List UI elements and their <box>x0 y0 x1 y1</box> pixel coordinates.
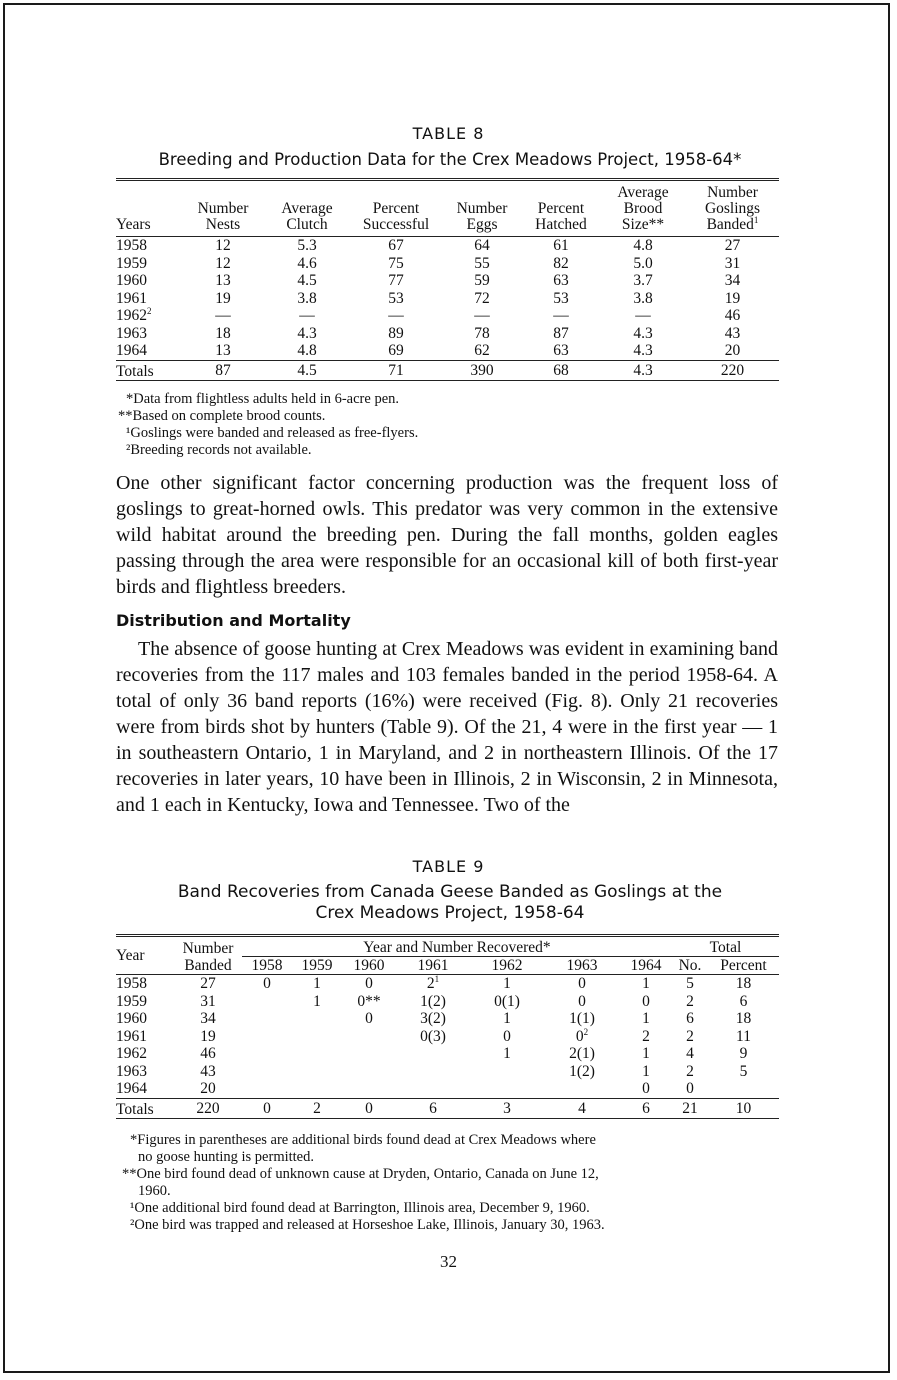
table8-row <box>116 290 779 308</box>
table9-total-cell: 6 <box>429 1099 437 1117</box>
table8-label: TABLE 8 <box>412 124 485 143</box>
table9-total-cell: 4 <box>578 1099 586 1117</box>
table8-cell: 67 <box>388 237 404 254</box>
table9-cell <box>292 1080 342 1098</box>
table9-footnotes <box>122 1132 605 1234</box>
table9-cell: 1 <box>642 1010 650 1027</box>
table9-cell <box>342 1080 396 1098</box>
table9-header-year-col: 1964 <box>630 957 662 974</box>
table8-row <box>116 342 779 360</box>
table9-header-year-col: 1958 <box>251 957 283 974</box>
table9-year-cell: 1958 <box>116 975 147 992</box>
table9-cell: 1 <box>313 975 321 992</box>
table8-year-cell: 1964 <box>116 342 147 359</box>
table9-banded-cell: 46 <box>200 1045 216 1062</box>
table9-cell <box>292 1063 342 1081</box>
table8-cell: 55 <box>474 254 490 272</box>
table9-cell: 9 <box>739 1045 748 1062</box>
table9-year-cell: 1961 <box>116 1027 147 1045</box>
table8-year-cell: 1959 <box>116 254 147 272</box>
footnote: ¹One additional bird found dead at Barrington, Illinois area, December 9, 1960. <box>130 1200 590 1216</box>
table8-cell: 4.8 <box>633 237 653 254</box>
table9 <box>116 934 779 1119</box>
table9-cell: 0 <box>263 975 271 992</box>
table9-cell: 5 <box>686 975 694 992</box>
page-number: 32 <box>440 1252 457 1271</box>
section-heading: Distribution and Mortality <box>116 611 351 630</box>
table9-cell <box>396 1080 470 1098</box>
table9-cell: 0 <box>578 992 586 1010</box>
table9-total-banded: 220 <box>196 1099 220 1117</box>
table8-header-brood: Average Brood Size** <box>617 184 669 233</box>
footnote: **One bird found dead of unknown cause at Dryden, Ontario, Canada on June 12, <box>122 1166 599 1182</box>
table9-cell: 0 <box>642 1080 650 1097</box>
footnote: *Figures in parentheses are additional birds found dead at Crex Meadows where <box>130 1132 596 1148</box>
table8-cell: 87 <box>553 324 569 342</box>
table8-cell: — <box>299 307 315 324</box>
table9-cell: 1 <box>313 992 321 1010</box>
table9-row <box>116 993 779 1011</box>
table8-cell: 5.0 <box>633 254 653 272</box>
table8-cell: 27 <box>724 237 741 254</box>
table8-cell: 34 <box>724 272 741 289</box>
table8-cell: 89 <box>388 324 404 342</box>
table9-cell <box>470 1080 544 1098</box>
table9-header-row-1 <box>116 936 779 957</box>
table9-cell <box>470 1063 544 1081</box>
table8-cell: 3.8 <box>297 289 317 307</box>
table9-cell <box>242 1028 292 1046</box>
table8-row <box>116 325 779 343</box>
table9-year-cell: 1964 <box>116 1080 147 1097</box>
footnote: ²Breeding records not available. <box>126 442 312 458</box>
table8-total-cell: 71 <box>388 361 404 379</box>
table9-total-cell: 6 <box>642 1099 650 1117</box>
table8-total-cell: 87 <box>215 361 231 379</box>
table8-totals-label: Totals <box>116 362 154 380</box>
table8-cell: 13 <box>215 272 231 289</box>
table8-row <box>116 272 779 290</box>
table9-cell: 2 <box>686 1062 694 1080</box>
table8-cell: 59 <box>474 272 490 289</box>
footnote: ¹Goslings were banded and released as free-flyers. <box>126 425 419 441</box>
paragraph-production: One other significant factor concerning production was the frequent loss of goslings to great-horned owls. This predator was very common in the extensive wild habitat around the breeding pen. During the fall months, golden eagles passing through the area were responsible for an occasional kill of both first-year birds and flightless breeders. <box>116 472 778 598</box>
table9-cell: 2 <box>642 1027 650 1045</box>
table9-cell: 1 <box>642 1045 650 1062</box>
table9-cell: 18 <box>735 1010 752 1027</box>
table9-row <box>116 1045 779 1063</box>
table9-cell: 0(3) <box>420 1027 446 1045</box>
table9-cell: 0(1) <box>494 992 520 1010</box>
table9-cell <box>292 1028 342 1046</box>
table9-header-year-col: 1961 <box>417 957 449 974</box>
table9-cell: 2 <box>686 992 694 1010</box>
table9-cell: 3(2) <box>420 1010 446 1027</box>
table8-cell: 12 <box>215 237 231 254</box>
table9-cell: $0^2$ <box>575 1026 589 1045</box>
table8-cell: 78 <box>474 324 490 342</box>
table9-cell: 1(2) <box>420 992 446 1010</box>
table8-cell: 13 <box>215 342 231 359</box>
table8-cell: 18 <box>215 324 231 342</box>
table9-cell <box>544 1080 620 1098</box>
table9-cell: 18 <box>735 975 752 992</box>
table9-cell <box>342 1045 396 1063</box>
table8-caption: Breeding and Production Data for the Crex Meadows Project, 1958-64* <box>158 150 742 169</box>
table9-row <box>116 1028 779 1046</box>
table9-header-no: No. <box>678 957 702 974</box>
table9-cell: 6 <box>739 992 748 1010</box>
footnote: ²One bird was trapped and released at Horseshoe Lake, Illinois, January 30, 1963. <box>130 1217 605 1233</box>
table8-cell: — <box>388 307 404 324</box>
table9-header-group: Year and Number Recovered* <box>242 936 672 957</box>
table9-banded-cell: 20 <box>200 1080 216 1097</box>
table8-cell: 3.7 <box>633 272 653 289</box>
table8-header-row <box>116 180 779 237</box>
table9-label: TABLE 9 <box>412 857 485 876</box>
table9-cell: 0 <box>365 1010 373 1027</box>
table8-footnotes <box>118 391 419 459</box>
table8-header-nests: Number Nests <box>197 200 249 233</box>
table9-cell: 0 <box>686 1080 694 1097</box>
table8-cell: 19 <box>724 289 741 307</box>
table8-cell: 53 <box>388 289 404 307</box>
table8-cell: 75 <box>388 254 404 272</box>
table9-caption: Band Recoveries from Canada Geese Banded as Goslings at the Crex Meadows Project, 1958-64 <box>177 882 723 923</box>
table8 <box>116 178 779 381</box>
table9-header-year-col: 1962 <box>491 957 523 974</box>
table8-cell: — <box>635 307 651 324</box>
table8-total-cell: 390 <box>470 361 494 379</box>
table9-cell: 1 <box>503 1010 511 1027</box>
table8-cell: 20 <box>724 342 741 359</box>
table9-row <box>116 1063 779 1081</box>
table8-cell: 4.3 <box>633 324 653 342</box>
table8-year-cell: 1962$^2$ <box>116 306 152 324</box>
table9-row <box>116 975 779 993</box>
table9-total-cell: 3 <box>503 1099 511 1117</box>
table9-cell: 0 <box>503 1027 511 1045</box>
table9-header-banded: Number Banded <box>182 940 234 974</box>
footnote: **Based on complete brood counts. <box>118 408 326 424</box>
table8-cell: 82 <box>553 254 569 272</box>
table9-total-cell: 2 <box>313 1099 321 1117</box>
table9-cell: 5 <box>739 1062 748 1080</box>
table9-cell: 0 <box>642 992 650 1010</box>
table8-year-cell: 1960 <box>116 272 147 289</box>
table9-banded-cell: 43 <box>200 1062 216 1080</box>
table9-cell: 1 <box>503 1045 511 1062</box>
table9-total-cell: 10 <box>735 1099 752 1117</box>
table8-row <box>116 237 779 255</box>
table9-totals-row <box>116 1098 779 1119</box>
table9-cell: 0 <box>578 975 586 992</box>
table9-header-percent: Percent <box>720 957 767 974</box>
table8-cell: — <box>553 307 569 324</box>
table9-cell <box>242 1045 292 1063</box>
table8-cell: 3.8 <box>633 289 653 307</box>
table8-cell: 53 <box>553 289 569 307</box>
table9-cell: 0 <box>365 975 373 992</box>
table9-body <box>116 975 779 1099</box>
table9-year-cell: 1962 <box>116 1045 147 1062</box>
table8-body <box>116 237 779 361</box>
table8-cell: — <box>474 307 490 324</box>
table9-cell: 1(2) <box>569 1062 595 1080</box>
table9-cell <box>708 1080 779 1098</box>
table8-totals-row <box>116 360 779 381</box>
table8-header-hatched: Percent Hatched <box>535 200 587 233</box>
table9-banded-cell: 31 <box>200 992 216 1010</box>
table8-cell: 19 <box>215 289 231 307</box>
table9-total-cell: 0 <box>263 1099 271 1117</box>
table8-cell: 43 <box>724 324 741 342</box>
table9-cell: 1 <box>503 975 511 992</box>
table8-cell: 63 <box>553 272 569 289</box>
table8-header-banded: Number Goslings Banded$^1$ <box>704 184 761 233</box>
table9-cell: 0** <box>357 992 381 1010</box>
table8-cell: 77 <box>388 272 404 289</box>
table8-cell: 64 <box>474 237 490 254</box>
table9-banded-cell: 34 <box>200 1010 216 1027</box>
table9-cell <box>342 1028 396 1046</box>
table8-header-years: Years <box>116 216 151 233</box>
table8-cell: 4.5 <box>297 272 317 289</box>
table8-cell: 31 <box>724 254 741 272</box>
table9-header-year: Year <box>116 947 145 964</box>
table8-year-cell: 1961 <box>116 289 147 307</box>
table9-year-cell: 1959 <box>116 992 147 1010</box>
table9-cell: 1 <box>642 975 650 992</box>
table8-cell: 12 <box>215 254 231 272</box>
table8-total-cell: 4.5 <box>297 361 317 379</box>
table9-header-year-col: 1960 <box>353 957 385 974</box>
table8-cell: 61 <box>553 237 569 254</box>
table8-header-clutch: Average Clutch <box>281 200 333 233</box>
table9-cell: 11 <box>736 1027 751 1045</box>
table8-header-eggs: Number Eggs <box>456 200 508 233</box>
table8-cell: 46 <box>724 307 741 324</box>
table9-cell: 2(1) <box>569 1045 595 1062</box>
table8-cell: — <box>215 307 231 324</box>
footnote: 1960. <box>138 1183 171 1199</box>
table9-total-cell: 21 <box>682 1099 698 1117</box>
table9-cell: 2 <box>686 1027 694 1045</box>
table9-cell <box>242 1010 292 1028</box>
footnote: no goose hunting is permitted. <box>138 1149 314 1165</box>
table9-header-year-col: 1963 <box>566 957 598 974</box>
table9-totals-label: Totals <box>116 1100 154 1118</box>
table9-cell: 1(1) <box>569 1010 595 1027</box>
table9-cell <box>292 1045 342 1063</box>
table9-cell: 6 <box>686 1010 694 1027</box>
table8-cell: 4.8 <box>297 342 317 359</box>
table8-year-cell: 1958 <box>116 237 147 254</box>
table8-year-cell: 1963 <box>116 324 147 342</box>
table9-banded-cell: 19 <box>200 1027 216 1045</box>
table9-cell: $2^1$ <box>426 974 440 992</box>
table8-cell: 69 <box>388 342 404 359</box>
table8-cell: 5.3 <box>297 237 317 254</box>
table9-banded-cell: 27 <box>200 975 216 992</box>
table8-cell: 63 <box>553 342 569 359</box>
table9-cell <box>292 1010 342 1028</box>
table9-cell: 4 <box>686 1045 694 1062</box>
table9-row <box>116 1080 779 1098</box>
table8-cell: 4.3 <box>297 324 317 342</box>
table9-header-year-col: 1959 <box>301 957 333 974</box>
table8-cell: 4.3 <box>633 342 653 359</box>
table9-header-total: Total <box>672 936 779 957</box>
table9-total-cell: 0 <box>365 1099 373 1117</box>
table8-cell: 4.6 <box>297 254 317 272</box>
table9-year-cell: 1963 <box>116 1062 147 1080</box>
table8-total-cell: 220 <box>720 361 745 379</box>
paragraph-distribution: The absence of goose hunting at Crex Meadows was evident in examining band recoveries from the 117 males and 103 females banded in the period 1958-64. A total of only 36 band reports (16%) were received (Fig. 8). Only 21 recoveries were from birds shot by hunters (Table 9). Of the 21, 4 were in the first year — 1 in southeastern Ontario, 1 in Maryland, and 2 in northeastern Illinois. Of the 17 recoveries in later years, 10 have been in Illinois, 2 in Wisconsin, 2 in Minnesota, and 1 each in Kentucky, Iowa and Tennessee. Two of the <box>116 638 778 816</box>
table9-cell <box>242 993 292 1011</box>
table8-cell: 72 <box>474 289 490 307</box>
table8-total-cell: 68 <box>553 361 569 379</box>
table9-cell <box>242 1080 292 1098</box>
table8-row <box>116 255 779 273</box>
table8-row <box>116 307 779 325</box>
table9-year-cell: 1960 <box>116 1010 147 1027</box>
table9-cell <box>396 1063 470 1081</box>
table9-cell: 1 <box>642 1062 650 1080</box>
table9-row <box>116 1010 779 1028</box>
table9-cell <box>342 1063 396 1081</box>
table8-header-successful: Percent Successful <box>362 200 430 233</box>
table9-cell <box>242 1063 292 1081</box>
table9-cell <box>396 1045 470 1063</box>
table8-total-cell: 4.3 <box>633 361 653 379</box>
footnote: *Data from flightless adults held in 6-acre pen. <box>126 391 400 407</box>
table8-cell: 62 <box>474 342 490 359</box>
